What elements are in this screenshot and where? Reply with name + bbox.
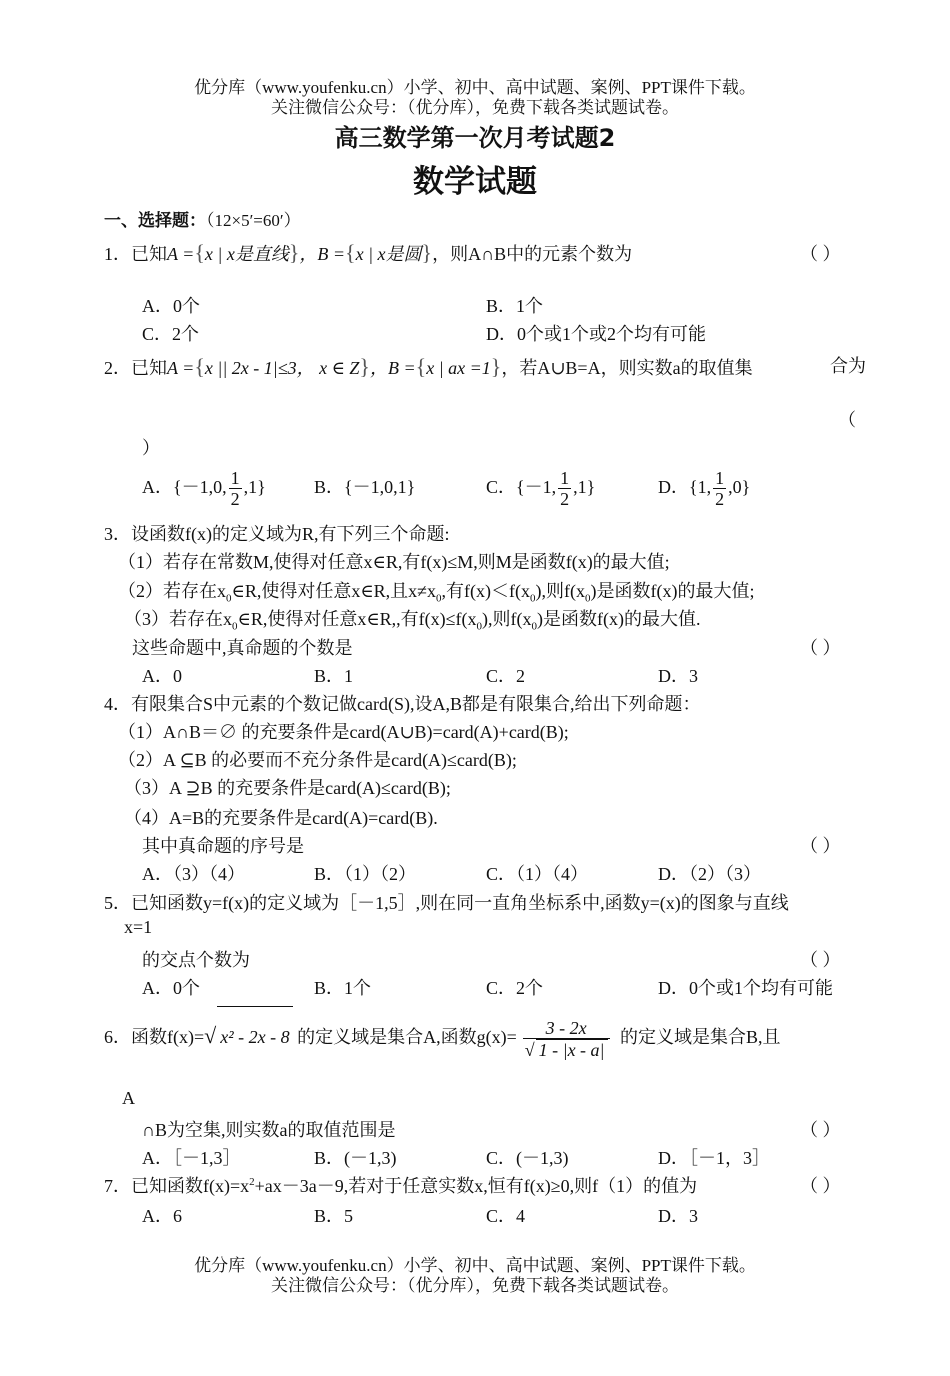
question-7-stem: 7．已知函数$f(x)=x^2+ax-3a-9$,若对于任意实数x,恒有f(x)≥0,则f（1）的值为 — [104, 1176, 698, 1196]
q2-option-d: D．{1, $\frac{1}{2}$ ,0} — [658, 468, 751, 510]
q4-option-c: C．（1）（4） — [486, 864, 589, 884]
section-label: 一、选择题： — [104, 211, 206, 231]
q5-option-d: D．0个或1个均有可能 — [658, 978, 833, 998]
q6-option-d: D．［－1，3］ — [658, 1148, 770, 1168]
q6-option-c: C．(－1,3) — [486, 1148, 569, 1168]
q6-question: ∩B为空集,则实数a的取值范围是 — [142, 1120, 396, 1140]
q4-proposition-3: （3）A ⊇B 的充要条件是card(A)≤card(B); — [124, 778, 451, 798]
q4-option-a: A．（3）（4） — [142, 864, 245, 884]
question-3-stem: 3．设函数f(x)的定义域为R,有下列三个命题: — [104, 524, 450, 544]
q6-option-a: A．［－1,3］ — [142, 1148, 241, 1168]
q5-continuation: x=1 — [124, 917, 153, 937]
q5-option-a: A．0个 — [142, 978, 200, 998]
q3-option-b: B．1 — [314, 666, 354, 686]
footer-line-2: 关注微信公众号：（优分库），免费下载各类试题试卷。 — [271, 1276, 679, 1295]
q2-option-b: B．{－1,0,1} — [314, 477, 416, 497]
section-heading — [104, 206, 301, 231]
question-5-stem: 5．已知函数y=f(x)的定义域为［－1,5］,则在同一直角坐标系中,函数y=(x)的图象与直线 — [104, 893, 789, 913]
question-2-stem: 2．已知A ={x || 2x - 1|≤3， x ∈ Z}，B ={x | ax =1}，若A∪B=A，则实数a的取值集 — [104, 354, 753, 379]
q7-option-c: C．4 — [486, 1206, 526, 1226]
q3-question: 这些命题中,真命题的个数是 — [132, 638, 353, 658]
q3-option-d: D．3 — [658, 666, 698, 686]
answer-paren-7: （ ） — [800, 1176, 841, 1196]
q6-radical-1: x² - 2x - 8 — [217, 1006, 292, 1067]
page-title: 高三数学第一次月考试题2 — [334, 124, 616, 152]
q5-option-c: C．2个 — [486, 978, 544, 998]
question-1-stem: 1．已知A ={x | x是直线}，B ={x | x是圆}，则A∩B中的元素个数为 — [104, 240, 633, 265]
q6-continuation: A — [122, 1088, 135, 1108]
q4-option-b: B．（1）（2） — [314, 864, 417, 884]
answer-paren-3: （ ） — [800, 638, 841, 658]
answer-paren-6: （ ） — [800, 1120, 841, 1140]
q1-option-a: A．0个 — [142, 296, 200, 316]
q2-option-a: A．{－1,0, $\frac{1}{2}$ ,1} — [142, 468, 266, 510]
q3-proposition-1: （1）若存在常数M,使得对任意x∈R,有f(x)≤M,则M是函数f(x)的最大值; — [118, 552, 670, 572]
q4-proposition-2: （2）A ⊆B 的必要而不充分条件是card(A)≤card(B); — [118, 750, 517, 770]
page-subtitle: 数学试题 — [413, 164, 537, 200]
q3-option-c: C．2 — [486, 666, 526, 686]
footer-line-1: 优分库（www.youfenku.cn）小学、初中、高中试题、案例、PPT课件下载。 — [194, 1256, 756, 1275]
q3-proposition-3: （3）若存在$x_0\in R$,使得对任意x∈R,,有$f(x)\le f(x_0)$,则$f(x_0)$是函数f(x)的最大值. — [124, 609, 701, 633]
question-6-stem: 6．函数f(x)=√ x² - 2x - 8 的定义域是集合A,函数g(x)= $\frac{3 - 2x}{√ 1 - |x - a|}$ 的定义域是集合B,且 — [104, 1006, 781, 1066]
section-score: （12×5′=60′） — [206, 211, 301, 230]
q3-option-a: A．0 — [142, 666, 182, 686]
q4-proposition-4: （4）A=B的充要条件是card(A)=card(B). — [124, 808, 438, 828]
q2-tail-2: 合为 — [830, 356, 866, 376]
q7-option-a: A．6 — [142, 1206, 182, 1226]
q4-option-d: D．（2）（3） — [658, 864, 761, 884]
q4-question: 其中真命题的序号是 — [142, 836, 304, 856]
header-line-2: 关注微信公众号：（优分库），免费下载各类试题试卷。 — [271, 98, 679, 117]
q2-paren-close: ） — [142, 438, 160, 458]
q5-option-b: B．1个 — [314, 978, 372, 998]
q7-option-b: B．5 — [314, 1206, 354, 1226]
q5-question: 的交点个数为 — [142, 950, 250, 970]
q1-option-d: D．0个或1个或2个均有可能 — [486, 324, 706, 344]
q1-option-c: C．2个 — [142, 324, 200, 344]
question-4-stem: 4．有限集合S中元素的个数记做card(S),设A,B都是有限集合,给出下列命题： — [104, 694, 701, 714]
answer-paren-1: （ ） — [800, 244, 841, 264]
q6-option-b: B．(－1,3) — [314, 1148, 397, 1168]
q7-option-d: D．3 — [658, 1206, 698, 1226]
q1-option-b: B．1个 — [486, 296, 544, 316]
q2-paren-open: （ — [838, 410, 856, 430]
q3-proposition-2: （2）若存在$x_0\in R$,使得对任意x∈R,且$x\ne x_0$,有$f(x)<f(x_0)$,则$f(x_0)$是函数f(x)的最大值; — [118, 581, 755, 605]
header-line-1: 优分库（www.youfenku.cn）小学、初中、高中试题、案例、PPT课件下载。 — [194, 78, 756, 97]
answer-paren-5: （ ） — [800, 950, 841, 970]
q2-option-c: C．{－1, $\frac{1}{2}$ ,1} — [486, 468, 596, 510]
answer-paren-4: （ ） — [800, 836, 841, 856]
q6-radical-2: 1 - |x - a| — [536, 1039, 608, 1060]
q4-proposition-1: （1）A∩B＝∅ 的充要条件是card(A∪B)=card(A)+card(B); — [118, 722, 569, 742]
